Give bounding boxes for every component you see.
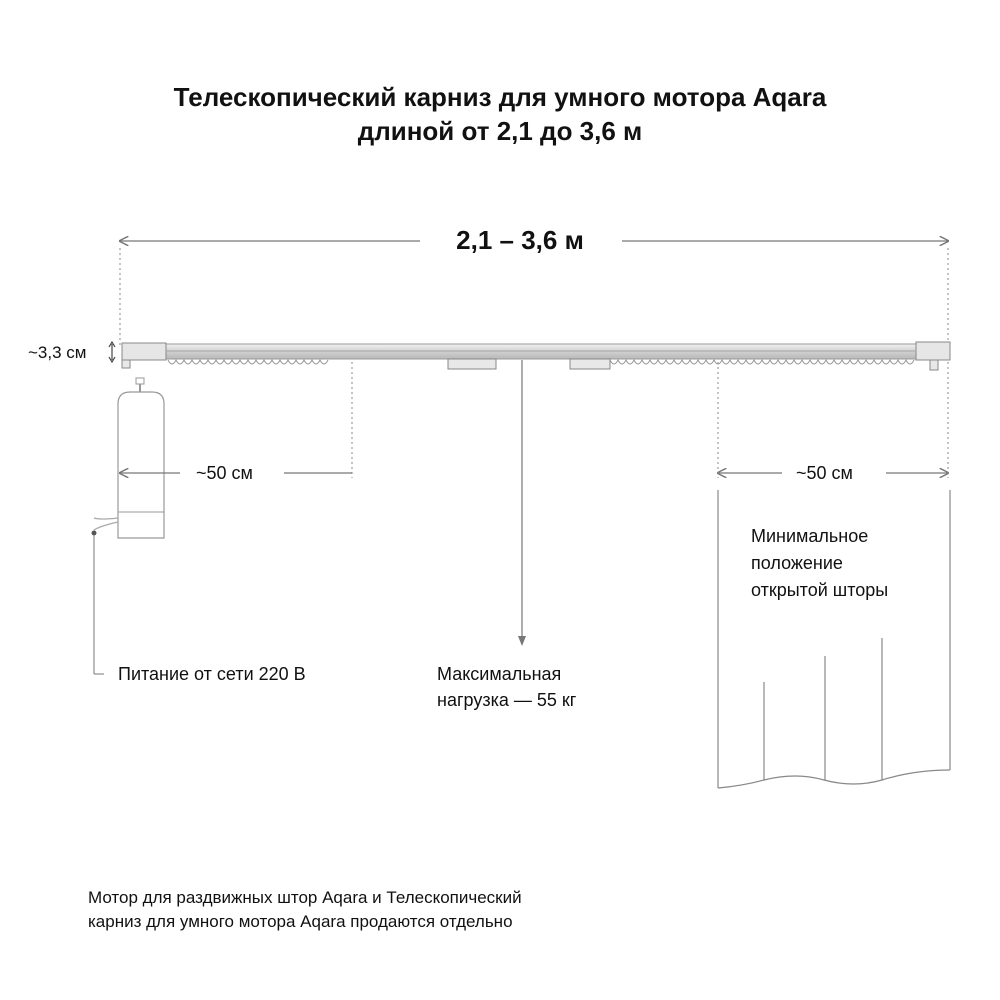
footnote-line-2: карниз для умного мотора Aqara продаются отдельно <box>88 912 513 931</box>
left-offset-label: ~50 см <box>196 463 253 483</box>
load-arrow <box>518 360 526 646</box>
title-line-2: длиной от 2,1 до 3,6 м <box>357 116 643 146</box>
curtain-label-line-1: Минимальное <box>751 526 869 546</box>
footnote <box>88 886 522 934</box>
motor <box>92 378 165 674</box>
curtain-label-line-2: положение <box>751 553 843 573</box>
height-dimension <box>109 342 115 362</box>
load-label-line-2: нагрузка — 55 кг <box>437 690 577 710</box>
power-label: Питание от сети 220 В <box>118 664 306 684</box>
title-line-1: Телескопический карниз для умного мотора Aqara <box>173 82 827 112</box>
length-label: 2,1 – 3,6 м <box>420 222 620 258</box>
curtain-rail <box>122 342 950 370</box>
footnote-line-1: Мотор для раздвижных штор Aqara и Телескопический <box>88 888 522 907</box>
right-offset-label: ~50 см <box>796 463 853 483</box>
height-label: ~3,3 см <box>28 343 87 362</box>
curtain-label-line-3: открытой шторы <box>751 580 889 600</box>
load-label-line-1: Максимальная <box>437 664 562 684</box>
